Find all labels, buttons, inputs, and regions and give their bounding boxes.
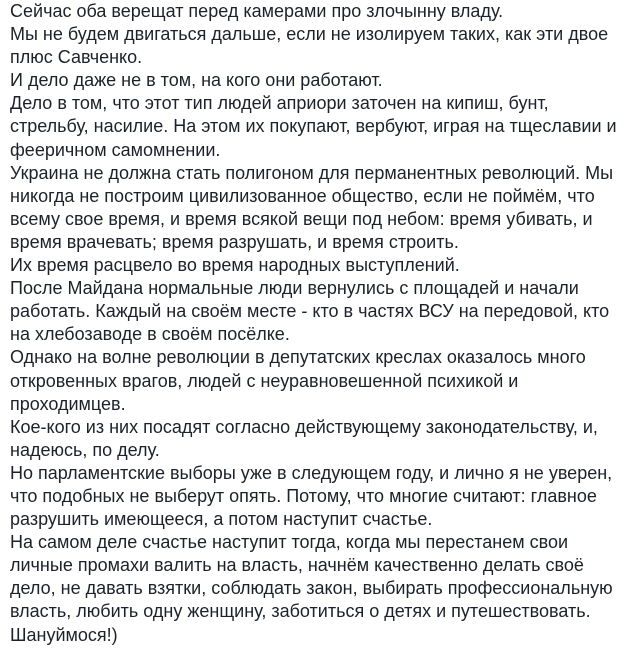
post-paragraph-8: Однако на волне революции в депутатских креслах оказалось много откровенных врагов, людей с неуравновешенной психикой и проходимцев. <box>10 347 586 414</box>
post-paragraph-9: Кое-кого из них посадят согласно действующему законодательству, и, надеюсь, по делу. <box>10 416 598 460</box>
post-paragraph-4: Дело в том, что этот тип людей априори заточен на кипиш, бунт, стрельбу, насилие. На этом их покупают, вербуют, играя на тщеславии и фееричном самомнении. <box>10 93 617 160</box>
post-paragraph-3: И дело даже не в том, на кого они работают. <box>10 70 383 91</box>
post-paragraph-2: Мы не будем двигаться дальше, если не изолируем таких, как эти двое плюс Савченко. <box>10 24 609 68</box>
post-paragraph-1: Сейчас оба верещат перед камерами про злочынну владу. <box>10 1 504 21</box>
post-paragraph-12: Шануймося!) <box>10 624 118 645</box>
post-paragraph-7: После Майдана нормальные люди вернулись с площадей и начали работать. Каждый на своём месте - кто в частях ВСУ на передовой, кто на хлебозаводе в своём посёлке. <box>10 278 610 345</box>
post-paragraph-5: Украина не должна стать полигоном для перманентных революций. Мы никогда не построим цивилизованное общество, если не поймём, что всему свое время, и время всякой вещи под небом: время убивать, и время врачевать; время разрушать, и время строить. <box>10 162 614 252</box>
post-paragraph-6: Их время расцвело во время народных выступлений. <box>10 255 460 276</box>
post-paragraph-11: На самом деле счастье наступит тогда, когда мы перестанем свои личные промахи валить на власть, начнём качественно делать своё дело, не давать взятки, соблюдать закон, выбирать профессиональную власть, любить одну женщину, заботиться о детях и путешествовать. <box>10 532 613 622</box>
post-paragraph-10: Но парламентские выборы уже в следующем году, и лично я не уверен, что подобных не выберут опять. Потому, что многие считают: главное разрушить имеющееся, а потом наступит счастье. <box>10 462 613 530</box>
